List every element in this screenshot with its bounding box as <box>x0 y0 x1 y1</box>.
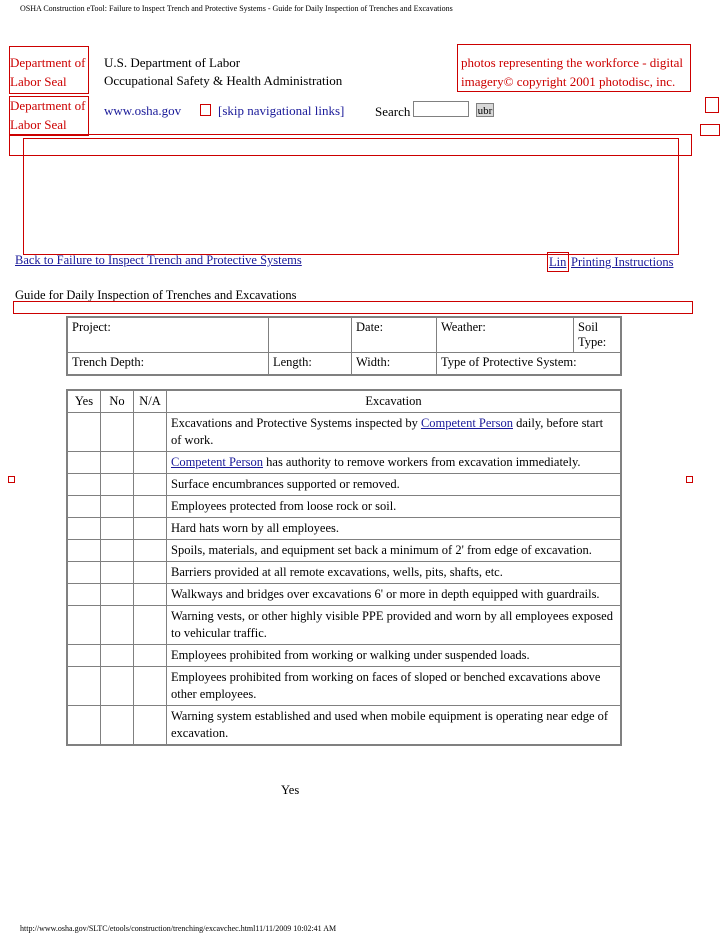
length-field: Length: <box>269 353 352 375</box>
protective-system-field: Type of Protective System: <box>437 353 622 375</box>
na-checkbox-cell[interactable] <box>134 518 167 540</box>
yes-checkbox-cell[interactable] <box>67 606 101 645</box>
search-label: Search <box>375 104 411 119</box>
na-checkbox-cell[interactable] <box>134 706 167 746</box>
checklist-item-text <box>167 452 622 474</box>
table-row <box>67 667 621 706</box>
print-header-title: OSHA Construction eTool: Failure to Inspect Trench and Protective Systems - Guide for Daily Inspection of Trenches and Excavations <box>20 4 453 13</box>
links-label[interactable]: Lin <box>549 255 567 269</box>
yes-checkbox-cell[interactable] <box>67 413 101 452</box>
yes-checkbox-cell[interactable] <box>67 452 101 474</box>
search-go-label: ubr <box>477 105 493 117</box>
na-checkbox-cell[interactable] <box>134 584 167 606</box>
item-text-continued: has authority to remove workers from excavation immediately. <box>263 455 581 469</box>
table-row <box>67 606 621 645</box>
table-row <box>67 496 621 518</box>
na-checkbox-cell[interactable] <box>134 413 167 452</box>
no-checkbox-cell[interactable] <box>101 562 134 584</box>
checklist-body <box>67 413 621 746</box>
weather-field: Weather: <box>437 317 574 353</box>
checklist-item-text <box>167 518 622 540</box>
item-text: Excavations and Protective Systems inspected by <box>171 416 421 430</box>
dol-seal-alt-text-2: Department of Labor Seal <box>10 98 86 132</box>
no-column-header: No <box>101 390 134 413</box>
table-row <box>67 413 621 452</box>
table-row <box>67 474 621 496</box>
spacer-image <box>200 104 211 116</box>
yes-column-header: Yes <box>67 390 101 413</box>
item-text: Warning vests, or other highly visible PPE provided and worn by all employees exposed to vehicular traffic. <box>171 609 613 640</box>
table-row <box>67 452 621 474</box>
divider-image-placeholder <box>13 301 693 314</box>
project-field: Project: <box>67 317 269 353</box>
yes-checkbox-cell[interactable] <box>67 645 101 667</box>
no-checkbox-cell[interactable] <box>101 496 134 518</box>
item-text: Employees protected from loose rock or soil. <box>171 499 397 513</box>
checklist-item-text <box>167 584 622 606</box>
na-checkbox-cell[interactable] <box>134 667 167 706</box>
checklist-item-text <box>167 474 622 496</box>
no-checkbox-cell[interactable] <box>101 606 134 645</box>
table-row <box>67 584 621 606</box>
item-text: Walkways and bridges over excavations 6' or more in depth equipped with guardrails. <box>171 587 600 601</box>
back-to-failure-to-inspect-link[interactable]: Back to Failure to Inspect Trench and Protective Systems <box>15 253 302 267</box>
item-text-continued: daily, before start of work. <box>171 416 604 447</box>
no-checkbox-cell[interactable] <box>101 667 134 706</box>
print-footer-url: http://www.osha.gov/SLTC/etools/construction/trenching/excavchec.html11/11/2009 10:02:41 AM <box>20 924 337 933</box>
competent-person-link[interactable]: Competent Person <box>420 416 513 430</box>
table-row <box>67 353 621 375</box>
width-field: Width: <box>352 353 437 375</box>
agency-name: U.S. Department of Labor <box>104 55 241 70</box>
checklist-item-text <box>167 496 622 518</box>
na-checkbox-cell[interactable] <box>134 496 167 518</box>
na-checkbox-cell[interactable] <box>134 562 167 584</box>
no-checkbox-cell[interactable] <box>101 645 134 667</box>
competent-person-link[interactable]: Competent Person <box>171 455 264 469</box>
date-field: Date: <box>352 317 437 353</box>
banner-strip-placeholder <box>700 124 720 136</box>
inspection-info-table <box>66 316 622 376</box>
yes-checkbox-cell[interactable] <box>67 518 101 540</box>
checklist-item-text <box>167 706 622 746</box>
yes-checkbox-cell[interactable] <box>67 496 101 518</box>
na-checkbox-cell[interactable] <box>134 452 167 474</box>
table-row <box>67 518 621 540</box>
no-checkbox-cell[interactable] <box>101 452 134 474</box>
page-title: Guide for Daily Inspection of Trenches and Excavations <box>15 288 297 302</box>
yes-checkbox-cell[interactable] <box>67 584 101 606</box>
na-checkbox-cell[interactable] <box>134 474 167 496</box>
printing-instructions-link[interactable]: Printing Instructions <box>571 255 674 269</box>
no-checkbox-cell[interactable] <box>101 413 134 452</box>
agency-subtitle: Occupational Safety & Health Administration <box>104 73 343 88</box>
yes-checkbox-cell[interactable] <box>67 562 101 584</box>
no-checkbox-cell[interactable] <box>101 474 134 496</box>
no-checkbox-cell[interactable] <box>101 584 134 606</box>
table-row <box>67 317 621 353</box>
no-checkbox-cell[interactable] <box>101 518 134 540</box>
na-checkbox-cell[interactable] <box>134 540 167 562</box>
na-checkbox-cell[interactable] <box>134 606 167 645</box>
item-text: Hard hats worn by all employees. <box>171 521 340 535</box>
item-text: Surface encumbrances supported or removed. <box>171 477 400 491</box>
checklist-item-text <box>167 606 622 645</box>
table-row <box>67 540 621 562</box>
checklist-item-text <box>167 667 622 706</box>
item-text: Employees prohibited from working on faces of sloped or benched excavations above other employees. <box>171 670 601 701</box>
image-placeholder-marker <box>705 97 719 113</box>
project-value <box>269 317 352 353</box>
checklist-item-text <box>167 540 622 562</box>
na-column-header: N/A <box>134 390 167 413</box>
image-marker-right <box>686 476 693 483</box>
item-text: Warning system established and used when mobile equipment is operating near edge of excavation. <box>171 709 609 740</box>
dol-seal-alt-text: Department of Labor Seal <box>10 55 86 89</box>
checklist-header-row <box>67 390 621 413</box>
skip-nav-link[interactable]: [skip navigational links] <box>218 103 345 118</box>
excavation-checklist-table <box>66 389 622 746</box>
main-banner-placeholder <box>23 138 679 255</box>
item-text: Employees prohibited from working or walking under suspended loads. <box>171 648 530 662</box>
trench-depth-field: Trench Depth: <box>67 353 269 375</box>
trailing-yes-text: Yes <box>281 783 300 797</box>
table-row <box>67 706 621 746</box>
yes-checkbox-cell[interactable] <box>67 540 101 562</box>
search-go-button[interactable] <box>476 103 494 117</box>
yes-checkbox-cell[interactable] <box>67 474 101 496</box>
checklist-item-text <box>167 562 622 584</box>
na-checkbox-cell[interactable] <box>134 645 167 667</box>
checklist-item-text <box>167 413 622 452</box>
yes-checkbox-cell[interactable] <box>67 667 101 706</box>
table-row <box>67 562 621 584</box>
item-text: Barriers provided at all remote excavations, wells, pits, shafts, etc. <box>171 565 503 579</box>
image-marker-left <box>8 476 15 483</box>
workforce-photo-alt-text: photos representing the workforce - digital imagery© copyright 2001 photodisc, inc. <box>461 55 684 89</box>
osha-home-link[interactable]: www.osha.gov <box>104 103 182 118</box>
search-input[interactable] <box>413 101 469 117</box>
excavation-column-header: Excavation <box>167 390 622 413</box>
checklist-item-text <box>167 645 622 667</box>
yes-checkbox-cell[interactable] <box>67 706 101 746</box>
no-checkbox-cell[interactable] <box>101 706 134 746</box>
no-checkbox-cell[interactable] <box>101 540 134 562</box>
item-text: Spoils, materials, and equipment set back a minimum of 2' from edge of excavation. <box>171 543 592 557</box>
table-row <box>67 645 621 667</box>
soil-type-field: Soil Type: <box>574 317 622 353</box>
